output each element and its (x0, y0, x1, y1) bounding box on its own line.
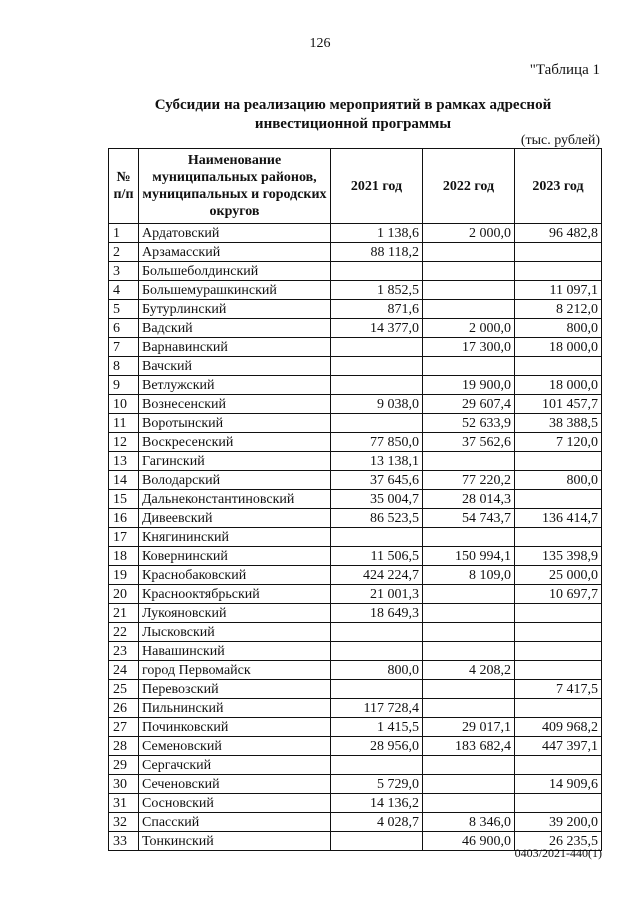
value-2022: 4 208,2 (423, 661, 515, 680)
table-row (109, 338, 602, 357)
district-name: Починковский (139, 718, 331, 737)
table-row (109, 224, 602, 243)
value-2022: 52 633,9 (423, 414, 515, 433)
table-row (109, 357, 602, 376)
value-2023 (515, 452, 602, 471)
value-2021 (331, 623, 423, 642)
district-name: Краснооктябрьский (139, 585, 331, 604)
value-2023: 8 212,0 (515, 300, 602, 319)
table-row (109, 756, 602, 775)
value-2022 (423, 300, 515, 319)
value-2021 (331, 528, 423, 547)
table-row (109, 813, 602, 832)
value-2021: 800,0 (331, 661, 423, 680)
value-2023: 101 457,7 (515, 395, 602, 414)
header-2021: 2021 год (331, 149, 423, 224)
value-2022: 2 000,0 (423, 319, 515, 338)
value-2023 (515, 642, 602, 661)
district-name: Сергачский (139, 756, 331, 775)
row-number: 3 (109, 262, 139, 281)
row-number: 18 (109, 547, 139, 566)
value-2022 (423, 281, 515, 300)
value-2023 (515, 262, 602, 281)
district-name: Ковернинский (139, 547, 331, 566)
district-name: Спасский (139, 813, 331, 832)
value-2023: 7 120,0 (515, 433, 602, 452)
value-2022 (423, 680, 515, 699)
row-number: 19 (109, 566, 139, 585)
district-name: Варнавинский (139, 338, 331, 357)
value-2021 (331, 262, 423, 281)
value-2023: 38 388,5 (515, 414, 602, 433)
table-row (109, 661, 602, 680)
value-2022: 29 017,1 (423, 718, 515, 737)
row-number: 8 (109, 357, 139, 376)
value-2021: 4 028,7 (331, 813, 423, 832)
value-2022: 183 682,4 (423, 737, 515, 756)
value-2022: 150 994,1 (423, 547, 515, 566)
row-number: 33 (109, 832, 139, 851)
table-body (109, 224, 602, 851)
page-number: 126 (309, 36, 331, 51)
table-row (109, 319, 602, 338)
row-number: 2 (109, 243, 139, 262)
value-2022 (423, 262, 515, 281)
value-2021: 1 415,5 (331, 718, 423, 737)
row-number: 20 (109, 585, 139, 604)
district-name: Тонкинский (139, 832, 331, 851)
value-2021: 117 728,4 (331, 699, 423, 718)
district-name: Вачский (139, 357, 331, 376)
table-row (109, 414, 602, 433)
value-2023: 18 000,0 (515, 376, 602, 395)
table-row (109, 566, 602, 585)
value-2021: 871,6 (331, 300, 423, 319)
value-2021: 86 523,5 (331, 509, 423, 528)
table-row (109, 243, 602, 262)
row-number: 29 (109, 756, 139, 775)
row-number: 4 (109, 281, 139, 300)
value-2021: 77 850,0 (331, 433, 423, 452)
district-name: Сеченовский (139, 775, 331, 794)
value-2022: 29 607,4 (423, 395, 515, 414)
table-row (109, 281, 602, 300)
district-name: Дальнеконстантиновский (139, 490, 331, 509)
row-number: 5 (109, 300, 139, 319)
district-name: Ветлужский (139, 376, 331, 395)
table-row (109, 680, 602, 699)
value-2022: 19 900,0 (423, 376, 515, 395)
district-name: Володарский (139, 471, 331, 490)
value-2022 (423, 528, 515, 547)
table-row (109, 775, 602, 794)
value-2021: 11 506,5 (331, 547, 423, 566)
value-2021 (331, 338, 423, 357)
row-number: 16 (109, 509, 139, 528)
title-line-1: Субсидии на реализацию мероприятий в рамках адресной (154, 97, 552, 113)
value-2023 (515, 243, 602, 262)
district-name: Вадский (139, 319, 331, 338)
row-number: 30 (109, 775, 139, 794)
value-2022: 54 743,7 (423, 509, 515, 528)
row-number: 21 (109, 604, 139, 623)
district-name: город Первомайск (139, 661, 331, 680)
district-name: Воротынский (139, 414, 331, 433)
value-2021: 9 038,0 (331, 395, 423, 414)
value-2023 (515, 623, 602, 642)
row-number: 13 (109, 452, 139, 471)
value-2023: 18 000,0 (515, 338, 602, 357)
table-header-row (109, 149, 602, 224)
value-2023: 10 697,7 (515, 585, 602, 604)
value-2023: 25 000,0 (515, 566, 602, 585)
district-name: Навашинский (139, 642, 331, 661)
value-2023: 96 482,8 (515, 224, 602, 243)
table-row (109, 547, 602, 566)
district-name: Ардатовский (139, 224, 331, 243)
value-2021 (331, 832, 423, 851)
value-2022: 8 346,0 (423, 813, 515, 832)
table-row (109, 585, 602, 604)
row-number: 15 (109, 490, 139, 509)
value-2022 (423, 452, 515, 471)
value-2023: 135 398,9 (515, 547, 602, 566)
value-2023 (515, 661, 602, 680)
row-number: 17 (109, 528, 139, 547)
district-name: Пильнинский (139, 699, 331, 718)
table-row (109, 452, 602, 471)
table-row (109, 642, 602, 661)
value-2021: 28 956,0 (331, 737, 423, 756)
district-name: Гагинский (139, 452, 331, 471)
table-row (109, 794, 602, 813)
row-number: 32 (109, 813, 139, 832)
value-2021: 1 852,5 (331, 281, 423, 300)
table-row (109, 395, 602, 414)
value-2021: 21 001,3 (331, 585, 423, 604)
value-2023: 136 414,7 (515, 509, 602, 528)
district-name: Бутурлинский (139, 300, 331, 319)
value-2023: 7 417,5 (515, 680, 602, 699)
row-number: 24 (109, 661, 139, 680)
title-line-2: инвестиционной программы (254, 116, 452, 132)
value-2023: 26 235,5 (515, 832, 602, 851)
district-name: Лысковский (139, 623, 331, 642)
table-row (109, 604, 602, 623)
row-number: 10 (109, 395, 139, 414)
value-2021: 37 645,6 (331, 471, 423, 490)
value-2021 (331, 357, 423, 376)
table-row (109, 262, 602, 281)
row-number: 31 (109, 794, 139, 813)
table-row (109, 433, 602, 452)
value-2022 (423, 642, 515, 661)
value-2021: 5 729,0 (331, 775, 423, 794)
value-2021 (331, 376, 423, 395)
district-name: Дивеевский (139, 509, 331, 528)
document-code: 0403/2021-440(1) (514, 846, 602, 860)
value-2022 (423, 604, 515, 623)
value-2021: 1 138,6 (331, 224, 423, 243)
row-number: 23 (109, 642, 139, 661)
row-number: 25 (109, 680, 139, 699)
value-2023: 11 097,1 (515, 281, 602, 300)
district-name: Вознесенский (139, 395, 331, 414)
header-2022: 2022 год (423, 149, 515, 224)
value-2023 (515, 604, 602, 623)
table-row (109, 699, 602, 718)
table-row (109, 490, 602, 509)
district-name: Перевозский (139, 680, 331, 699)
table-row (109, 376, 602, 395)
value-2023 (515, 528, 602, 547)
value-2021: 13 138,1 (331, 452, 423, 471)
row-number: 27 (109, 718, 139, 737)
value-2022 (423, 623, 515, 642)
value-2023 (515, 490, 602, 509)
value-2021 (331, 642, 423, 661)
value-2021: 14 377,0 (331, 319, 423, 338)
value-2023 (515, 357, 602, 376)
row-number: 12 (109, 433, 139, 452)
value-2023 (515, 756, 602, 775)
table-label: "Таблица 1 (529, 62, 600, 78)
table-row (109, 528, 602, 547)
header-2023: 2023 год (515, 149, 602, 224)
value-2023 (515, 699, 602, 718)
district-name: Большеболдинский (139, 262, 331, 281)
value-2022: 28 014,3 (423, 490, 515, 509)
row-number: 9 (109, 376, 139, 395)
value-2022: 2 000,0 (423, 224, 515, 243)
table-row (109, 737, 602, 756)
row-number: 14 (109, 471, 139, 490)
header-name: Наименование муниципальных районов, муниципальных и городских округов (139, 149, 331, 224)
value-2023: 447 397,1 (515, 737, 602, 756)
table-row (109, 718, 602, 737)
value-2023: 14 909,6 (515, 775, 602, 794)
district-name: Княгининский (139, 528, 331, 547)
document-title (120, 96, 586, 134)
district-name: Лукояновский (139, 604, 331, 623)
value-2022: 46 900,0 (423, 832, 515, 851)
district-name: Сосновский (139, 794, 331, 813)
subsidies-table (108, 148, 602, 851)
value-2021: 88 118,2 (331, 243, 423, 262)
value-2023: 39 200,0 (515, 813, 602, 832)
row-number: 6 (109, 319, 139, 338)
row-number: 26 (109, 699, 139, 718)
value-2021 (331, 680, 423, 699)
table-row (109, 300, 602, 319)
value-2022: 17 300,0 (423, 338, 515, 357)
value-2022 (423, 357, 515, 376)
value-2021: 35 004,7 (331, 490, 423, 509)
unit-note: (тыс. рублей) (520, 133, 600, 148)
row-number: 28 (109, 737, 139, 756)
value-2021 (331, 756, 423, 775)
table-row (109, 509, 602, 528)
value-2022 (423, 794, 515, 813)
row-number: 22 (109, 623, 139, 642)
value-2022 (423, 585, 515, 604)
value-2022 (423, 699, 515, 718)
value-2023: 800,0 (515, 471, 602, 490)
value-2022 (423, 243, 515, 262)
table-row (109, 471, 602, 490)
value-2021: 424 224,7 (331, 566, 423, 585)
table-row (109, 623, 602, 642)
district-name: Воскресенский (139, 433, 331, 452)
value-2021: 18 649,3 (331, 604, 423, 623)
district-name: Семеновский (139, 737, 331, 756)
row-number: 7 (109, 338, 139, 357)
value-2021: 14 136,2 (331, 794, 423, 813)
value-2023 (515, 794, 602, 813)
header-num: № п/п (109, 149, 139, 224)
value-2022 (423, 756, 515, 775)
row-number: 1 (109, 224, 139, 243)
value-2022: 8 109,0 (423, 566, 515, 585)
value-2021 (331, 414, 423, 433)
value-2023: 800,0 (515, 319, 602, 338)
value-2023: 409 968,2 (515, 718, 602, 737)
district-name: Большемурашкинский (139, 281, 331, 300)
row-number: 11 (109, 414, 139, 433)
value-2022 (423, 775, 515, 794)
value-2022: 77 220,2 (423, 471, 515, 490)
district-name: Краснобаковский (139, 566, 331, 585)
district-name: Арзамасский (139, 243, 331, 262)
value-2022: 37 562,6 (423, 433, 515, 452)
